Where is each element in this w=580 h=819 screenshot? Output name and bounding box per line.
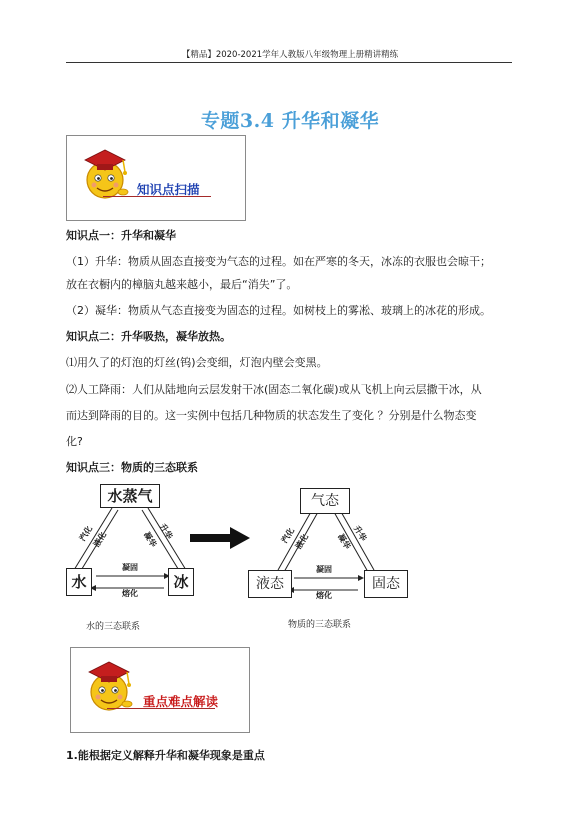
key-points-label: 重点难点解读 — [143, 694, 219, 709]
key-point-1: 1.能根据定义解释升华和凝华现象是重点 — [66, 749, 265, 762]
matter-sublimate-label: 升华 — [351, 524, 369, 543]
page-header: 【精品】2020-2021学年人教版八年级物理上册精讲精练 — [181, 50, 399, 60]
knowledge-2-example-2-line1: ⑵人工降雨：人们从陆地向云层发射干冰(固态二氧化碳)或从飞机上向云层撒干冰，从 — [66, 383, 482, 396]
knowledge-2-heading: 知识点二：升华吸热，凝华放热。 — [66, 330, 231, 343]
knowledge-2-example-1: ⑴用久了的灯泡的灯丝(钨)会变细，灯泡内壁会变黑。 — [66, 356, 328, 369]
graduate-mascot-icon — [79, 654, 139, 720]
knowledge-1-deposition: （2）凝华：物质从气态直接变为固态的过程。如树枝上的雾凇、玻璃上的冰花的形成。 — [66, 304, 491, 317]
matter-freeze-label: 凝固 — [316, 565, 332, 574]
matter-three-states-diagram — [244, 484, 414, 604]
knowledge-1-sublimation-line2: 放在衣橱内的樟脑丸越来越小，最后“消失”了。 — [66, 278, 298, 291]
header-divider — [66, 62, 512, 63]
knowledge-1-heading: 知识点一：升华和凝华 — [66, 229, 176, 242]
knowledge-3-heading: 知识点三：物质的三态联系 — [66, 461, 198, 474]
water-deposit-label: 凝华 — [141, 530, 159, 549]
gas-state-box: 气态 — [300, 488, 350, 514]
right-arrow-icon — [190, 527, 250, 549]
water-diagram-caption: 水的三态联系 — [86, 622, 141, 632]
knowledge-2-example-2-line3: 化? — [66, 435, 83, 448]
matter-deposit-label: 凝华 — [335, 532, 353, 551]
knowledge-scan-badge — [66, 135, 246, 221]
ice-box: 冰 — [168, 568, 194, 596]
water-box: 水 — [66, 568, 92, 596]
matter-liquefy-label: 液化 — [293, 532, 311, 551]
water-sublimate-label: 升华 — [157, 522, 175, 541]
knowledge-1-sublimation-line1: （1）升华：物质从固态直接变为气态的过程。如在严寒的冬天，冰冻的衣服也会晾干； — [66, 255, 491, 268]
liquid-state-box: 液态 — [248, 570, 292, 598]
water-melt-label: 熔化 — [122, 589, 138, 598]
water-vaporize-label: 汽化 — [77, 524, 95, 543]
water-vapor-box: 水蒸气 — [100, 484, 160, 508]
matter-diagram-caption: 物质的三态联系 — [288, 620, 352, 630]
solid-state-box: 固态 — [364, 570, 408, 598]
water-freeze-label: 凝固 — [122, 563, 138, 572]
matter-vaporize-label: 汽化 — [279, 526, 297, 545]
water-liquefy-label: 液化 — [91, 530, 109, 549]
graduate-mascot-icon — [75, 142, 135, 208]
water-three-states-diagram — [60, 484, 200, 604]
knowledge-scan-label: 知识点扫描 — [137, 182, 200, 197]
key-points-badge — [70, 647, 250, 733]
matter-melt-label: 熔化 — [316, 591, 332, 600]
page-title: 专题3.4 升华和凝华 — [200, 110, 380, 132]
knowledge-2-example-2-line2: 而达到降雨的目的。这一实例中包括几种物质的状态发生了变化 ？分别是什么物态变 — [66, 409, 477, 422]
